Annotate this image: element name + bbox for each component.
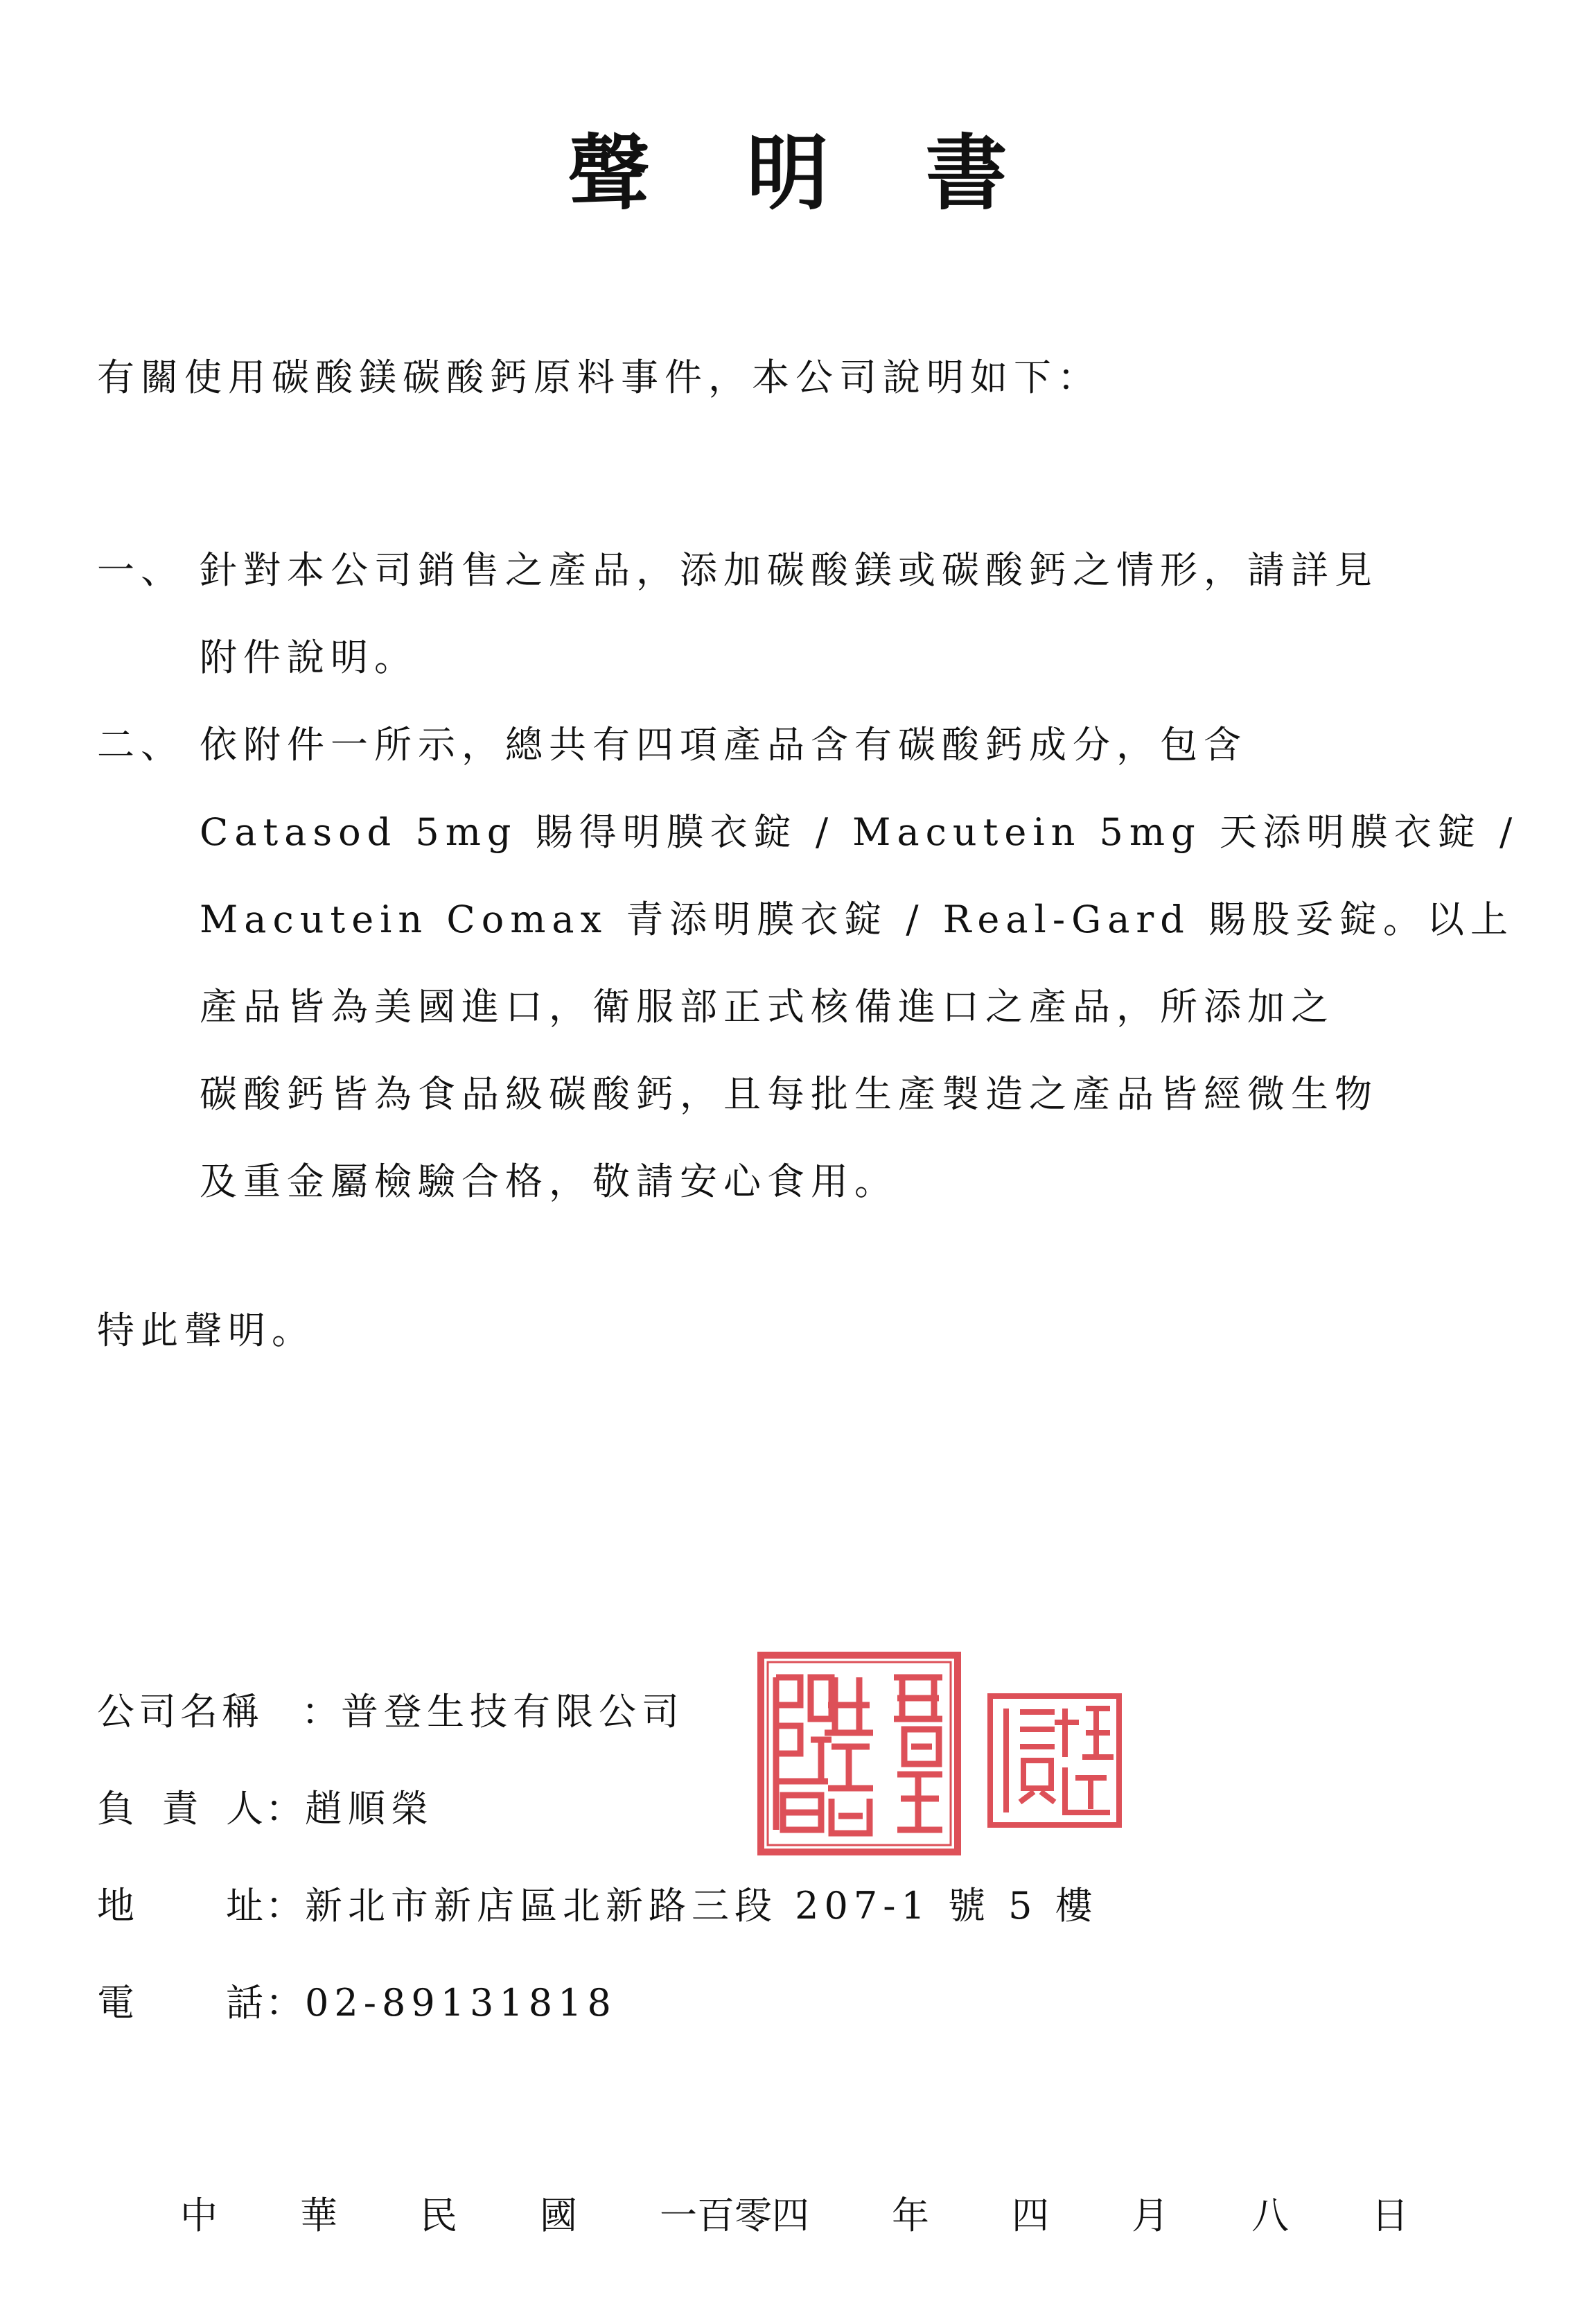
- item-number: 二、: [97, 723, 184, 767]
- date-part: 華: [300, 2194, 337, 2237]
- item-line: 依附件一所示，總共有四項產品含有碳酸鈣成分，包含: [200, 723, 1247, 767]
- statement-items: [97, 527, 1519, 1225]
- label-char: 負: [97, 1787, 134, 1831]
- colon: ：: [265, 1981, 303, 2025]
- document-date: [180, 2194, 1409, 2239]
- date-part: 四: [1012, 2194, 1049, 2237]
- date-part: 日: [1371, 2194, 1409, 2237]
- responsible-person-label: [97, 1761, 263, 1858]
- label-char: 地: [97, 1884, 134, 1928]
- phone-value: 02-89131818: [305, 1981, 617, 2025]
- phone-row: [97, 1955, 1098, 2052]
- phone-label: [97, 1955, 263, 2052]
- colon: ：: [265, 1884, 303, 1928]
- closing-statement: 特此聲明。: [97, 1309, 315, 1352]
- item-line: Catasod 5mg 賜得明膜衣錠 / Macutein 5mg 天添明膜衣錠 /: [200, 810, 1519, 854]
- company-name-label: 公司名稱: [97, 1690, 263, 1733]
- label-char: 電: [97, 1981, 134, 2025]
- company-name-value: 普登生技有限公司: [341, 1690, 685, 1733]
- date-part: 月: [1132, 2194, 1169, 2237]
- personal-seal-stamp: [985, 1691, 1124, 1830]
- colon: ：: [265, 1787, 303, 1831]
- label-char: 人: [226, 1787, 263, 1831]
- label-char: 址: [226, 1884, 263, 1928]
- item-line: 產品皆為美國進口，衛服部正式核備進口之產品，所添加之: [200, 985, 1335, 1029]
- item-line: Macutein Comax 青添明膜衣錠 / Real-Gard 賜股妥錠。以上: [200, 898, 1514, 941]
- item-body: [200, 527, 1476, 701]
- statement-item-1: [97, 527, 1476, 701]
- date-part: 中: [180, 2194, 218, 2237]
- address-row: [97, 1858, 1098, 1955]
- company-seal-stamp: [755, 1650, 963, 1858]
- label-char: 話: [226, 1981, 263, 2025]
- document-title: 聲明書: [567, 125, 1105, 221]
- date-part: 一百零四: [660, 2194, 809, 2237]
- colon: ：: [301, 1690, 339, 1733]
- intro-paragraph: 有關使用碳酸鎂碳酸鈣原料事件，本公司說明如下：: [97, 356, 1101, 399]
- address-label: [97, 1858, 263, 1955]
- date-part: 民: [420, 2194, 457, 2237]
- label-char: 責: [161, 1787, 199, 1831]
- item-number: 一、: [97, 548, 184, 592]
- item-line: 附件說明。: [200, 636, 418, 679]
- responsible-person-value: 趙順榮: [305, 1787, 434, 1831]
- date-part: 國: [540, 2194, 577, 2237]
- date-part: 八: [1251, 2194, 1289, 2237]
- item-line: 針對本公司銷售之產品，添加碳酸鎂或碳酸鈣之情形，請詳見: [200, 548, 1378, 592]
- item-line: 及重金屬檢驗合格，敬請安心食用。: [200, 1160, 898, 1203]
- item-body: [200, 701, 1519, 1225]
- statement-item-2: [97, 701, 1519, 1225]
- address-value: 新北市新店區北新路三段 207-1 號 5 樓: [305, 1884, 1098, 1928]
- date-part: 年: [892, 2194, 929, 2237]
- item-line: 碳酸鈣皆為食品級碳酸鈣，且每批生產製造之產品皆經微生物: [200, 1072, 1378, 1116]
